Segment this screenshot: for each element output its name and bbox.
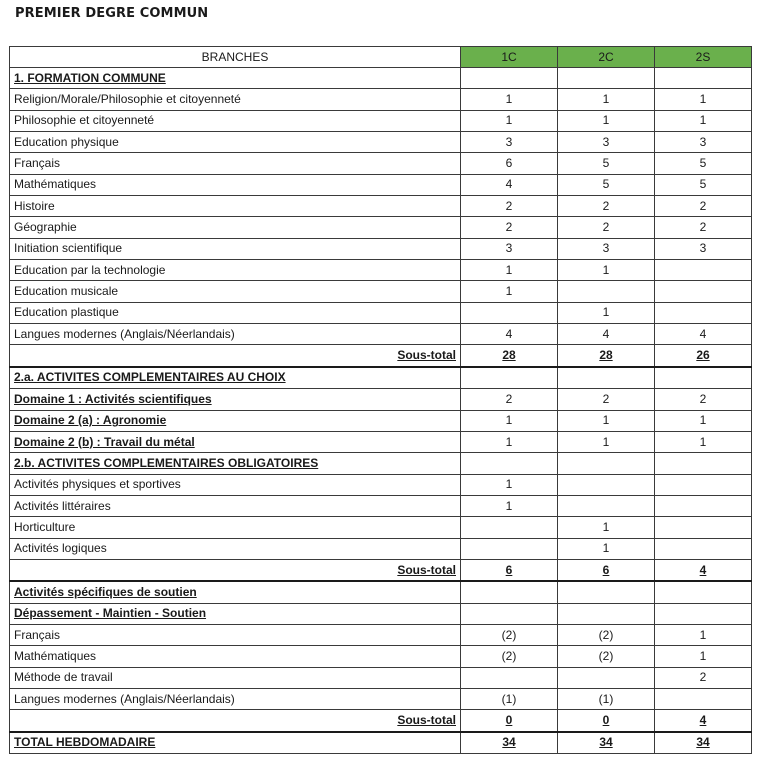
table-row bbox=[10, 132, 752, 153]
cell-2c bbox=[558, 603, 655, 624]
cell-2c: 3 bbox=[558, 132, 655, 153]
table-row bbox=[10, 196, 752, 217]
cell-2c bbox=[558, 667, 655, 688]
cell-2c: 2 bbox=[558, 389, 655, 410]
cell-2s: 26 bbox=[655, 345, 752, 367]
table-row bbox=[10, 238, 752, 259]
cell-1c: 6 bbox=[461, 153, 558, 174]
cell-2c: 1 bbox=[558, 302, 655, 323]
row-label: Education plastique bbox=[10, 302, 461, 323]
table-row bbox=[10, 389, 752, 410]
table-row bbox=[10, 688, 752, 709]
cell-2s: 3 bbox=[655, 238, 752, 259]
cell-2c bbox=[558, 495, 655, 516]
subtotal-row bbox=[10, 710, 752, 732]
cell-2s bbox=[655, 302, 752, 323]
cell-1c bbox=[461, 367, 558, 389]
cell-1c: (2) bbox=[461, 624, 558, 645]
cell-1c: 28 bbox=[461, 345, 558, 367]
cell-2c: 1 bbox=[558, 431, 655, 452]
cell-2c: 1 bbox=[558, 538, 655, 559]
cell-1c bbox=[461, 517, 558, 538]
cell-1c: 4 bbox=[461, 174, 558, 195]
cell-1c bbox=[461, 68, 558, 89]
cell-2c: 1 bbox=[558, 517, 655, 538]
cell-2s: 34 bbox=[655, 732, 752, 754]
table-row bbox=[10, 646, 752, 667]
table-row bbox=[10, 324, 752, 345]
cell-2s bbox=[655, 68, 752, 89]
cell-1c: 0 bbox=[461, 710, 558, 732]
cell-2c: 3 bbox=[558, 238, 655, 259]
cell-1c: 1 bbox=[461, 89, 558, 110]
cell-1c: 1 bbox=[461, 110, 558, 131]
cell-1c: 1 bbox=[461, 474, 558, 495]
header-2s: 2S bbox=[655, 47, 752, 68]
cell-2s bbox=[655, 517, 752, 538]
cell-2s bbox=[655, 453, 752, 474]
cell-1c: 2 bbox=[461, 389, 558, 410]
cell-2c: 1 bbox=[558, 110, 655, 131]
page-title: PREMIER DEGRE COMMUN bbox=[15, 6, 209, 21]
row-label: Activités littéraires bbox=[10, 495, 461, 516]
table-row bbox=[10, 260, 752, 281]
cell-1c: 3 bbox=[461, 132, 558, 153]
table-row bbox=[10, 495, 752, 516]
row-label: Education physique bbox=[10, 132, 461, 153]
cell-2s: 2 bbox=[655, 667, 752, 688]
row-label: Sous-total bbox=[10, 559, 461, 581]
cell-2s: 1 bbox=[655, 110, 752, 131]
cell-2s: 3 bbox=[655, 132, 752, 153]
table-row bbox=[10, 581, 752, 603]
row-label: Langues modernes (Anglais/Néerlandais) bbox=[10, 324, 461, 345]
row-label: Domaine 1 : Activités scientifiques bbox=[10, 389, 461, 410]
row-label: Dépassement - Maintien - Soutien bbox=[10, 603, 461, 624]
section-row bbox=[10, 367, 752, 389]
cell-2c bbox=[558, 581, 655, 603]
cell-1c bbox=[461, 667, 558, 688]
cell-2s bbox=[655, 603, 752, 624]
cell-2c: 5 bbox=[558, 153, 655, 174]
cell-2s: 5 bbox=[655, 153, 752, 174]
table-row bbox=[10, 302, 752, 323]
cell-2c: 5 bbox=[558, 174, 655, 195]
schedule-table bbox=[9, 46, 752, 754]
cell-2c bbox=[558, 474, 655, 495]
cell-2s bbox=[655, 474, 752, 495]
cell-1c: 1 bbox=[461, 260, 558, 281]
cell-1c: 1 bbox=[461, 281, 558, 302]
row-label: Sous-total bbox=[10, 345, 461, 367]
cell-2s: 1 bbox=[655, 624, 752, 645]
table-row bbox=[10, 603, 752, 624]
table-row bbox=[10, 538, 752, 559]
cell-2c: 34 bbox=[558, 732, 655, 754]
header-branches: BRANCHES bbox=[10, 47, 461, 68]
cell-2s bbox=[655, 260, 752, 281]
cell-1c bbox=[461, 538, 558, 559]
cell-1c: 2 bbox=[461, 196, 558, 217]
cell-2c: 1 bbox=[558, 89, 655, 110]
cell-1c: 34 bbox=[461, 732, 558, 754]
section-row bbox=[10, 68, 752, 89]
row-label: Géographie bbox=[10, 217, 461, 238]
cell-2c: (2) bbox=[558, 624, 655, 645]
cell-2s bbox=[655, 495, 752, 516]
cell-2c: 28 bbox=[558, 345, 655, 367]
table-row bbox=[10, 281, 752, 302]
row-label: Horticulture bbox=[10, 517, 461, 538]
subtotal-row bbox=[10, 559, 752, 581]
cell-2s: 1 bbox=[655, 410, 752, 431]
table-row bbox=[10, 110, 752, 131]
cell-2s: 2 bbox=[655, 217, 752, 238]
table-row bbox=[10, 89, 752, 110]
row-label: 2.b. ACTIVITES COMPLEMENTAIRES OBLIGATOIRES bbox=[10, 453, 461, 474]
row-label: Sous-total bbox=[10, 710, 461, 732]
section-row bbox=[10, 453, 752, 474]
table-row bbox=[10, 474, 752, 495]
row-label: Religion/Morale/Philosophie et citoyenneté bbox=[10, 89, 461, 110]
row-label: Philosophie et citoyenneté bbox=[10, 110, 461, 131]
row-label: Français bbox=[10, 624, 461, 645]
header-1c: 1C bbox=[461, 47, 558, 68]
row-label: TOTAL HEBDOMADAIRE bbox=[10, 732, 461, 754]
row-label: Domaine 2 (a) : Agronomie bbox=[10, 410, 461, 431]
cell-1c: 1 bbox=[461, 410, 558, 431]
cell-2s: 4 bbox=[655, 710, 752, 732]
cell-2s: 1 bbox=[655, 646, 752, 667]
cell-2c bbox=[558, 367, 655, 389]
header-2c: 2C bbox=[558, 47, 655, 68]
cell-2c: 2 bbox=[558, 196, 655, 217]
total-row bbox=[10, 732, 752, 754]
cell-2c: 2 bbox=[558, 217, 655, 238]
table-row bbox=[10, 174, 752, 195]
row-label: 2.a. ACTIVITES COMPLEMENTAIRES AU CHOIX bbox=[10, 367, 461, 389]
row-label: Méthode de travail bbox=[10, 667, 461, 688]
row-label: Initiation scientifique bbox=[10, 238, 461, 259]
cell-2s bbox=[655, 538, 752, 559]
row-label: Activités spécifiques de soutien bbox=[10, 581, 461, 603]
cell-1c: (1) bbox=[461, 688, 558, 709]
cell-2c: (2) bbox=[558, 646, 655, 667]
table-row bbox=[10, 410, 752, 431]
cell-2s: 4 bbox=[655, 324, 752, 345]
cell-2s: 4 bbox=[655, 559, 752, 581]
cell-2s bbox=[655, 367, 752, 389]
row-label: Domaine 2 (b) : Travail du métal bbox=[10, 431, 461, 452]
row-label: Activités physiques et sportives bbox=[10, 474, 461, 495]
cell-2s bbox=[655, 281, 752, 302]
table-row bbox=[10, 667, 752, 688]
table-row bbox=[10, 624, 752, 645]
row-label: Education par la technologie bbox=[10, 260, 461, 281]
row-label: Mathématiques bbox=[10, 174, 461, 195]
table-header-row bbox=[10, 47, 752, 68]
cell-2s: 1 bbox=[655, 431, 752, 452]
cell-2s bbox=[655, 688, 752, 709]
table-row bbox=[10, 153, 752, 174]
cell-2c: 1 bbox=[558, 260, 655, 281]
cell-1c: 4 bbox=[461, 324, 558, 345]
cell-1c: 1 bbox=[461, 495, 558, 516]
cell-2c: 6 bbox=[558, 559, 655, 581]
row-label: Activités logiques bbox=[10, 538, 461, 559]
table-row bbox=[10, 217, 752, 238]
cell-1c bbox=[461, 453, 558, 474]
cell-2c: (1) bbox=[558, 688, 655, 709]
cell-1c: 1 bbox=[461, 431, 558, 452]
row-label: Education musicale bbox=[10, 281, 461, 302]
cell-1c: (2) bbox=[461, 646, 558, 667]
cell-2s: 2 bbox=[655, 389, 752, 410]
cell-2s: 2 bbox=[655, 196, 752, 217]
cell-1c bbox=[461, 581, 558, 603]
table-row bbox=[10, 431, 752, 452]
cell-1c: 6 bbox=[461, 559, 558, 581]
cell-1c: 2 bbox=[461, 217, 558, 238]
cell-2s: 5 bbox=[655, 174, 752, 195]
subtotal-row bbox=[10, 345, 752, 367]
cell-2c: 1 bbox=[558, 410, 655, 431]
table-row bbox=[10, 517, 752, 538]
row-label: Français bbox=[10, 153, 461, 174]
cell-1c bbox=[461, 603, 558, 624]
cell-2s bbox=[655, 581, 752, 603]
cell-2c bbox=[558, 453, 655, 474]
cell-1c bbox=[461, 302, 558, 323]
cell-2s: 1 bbox=[655, 89, 752, 110]
row-label: Mathématiques bbox=[10, 646, 461, 667]
table-body bbox=[10, 68, 752, 754]
cell-2c: 0 bbox=[558, 710, 655, 732]
cell-2c: 4 bbox=[558, 324, 655, 345]
cell-2c bbox=[558, 281, 655, 302]
row-label: Histoire bbox=[10, 196, 461, 217]
row-label: Langues modernes (Anglais/Néerlandais) bbox=[10, 688, 461, 709]
cell-2c bbox=[558, 68, 655, 89]
row-label: 1. FORMATION COMMUNE bbox=[10, 68, 461, 89]
cell-1c: 3 bbox=[461, 238, 558, 259]
